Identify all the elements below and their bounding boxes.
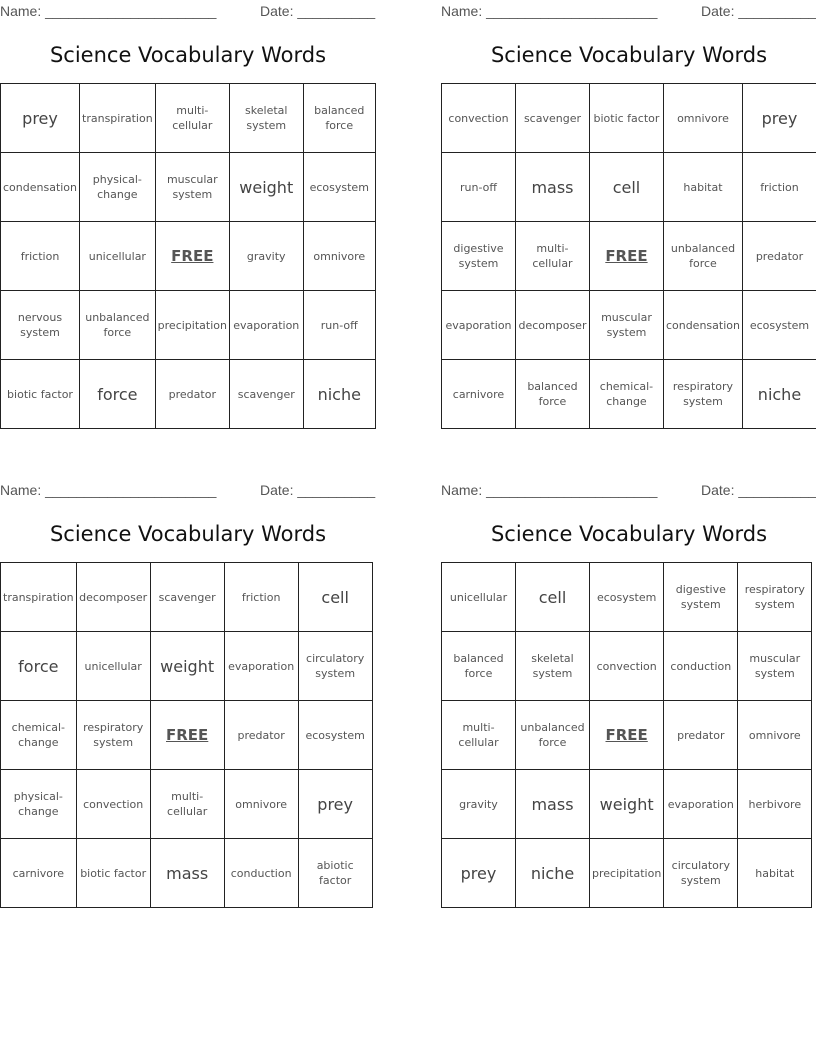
name-field: Name: ______________________ [441, 3, 658, 19]
grid-cell: chemical-change [1, 701, 77, 770]
grid-cell: friction [742, 153, 816, 222]
grid-cell: unicellular [80, 222, 156, 291]
grid-cell: physical-change [80, 153, 156, 222]
bingo-grid [441, 562, 812, 908]
grid-cell: unbalanced force [663, 222, 742, 291]
grid-row [1, 360, 376, 429]
card-header [441, 479, 816, 501]
card-header [0, 0, 376, 22]
grid-cell: precipitation [155, 291, 229, 360]
date-field: Date: __________ [260, 3, 376, 19]
grid-cell: condensation [663, 291, 742, 360]
grid-cell: circulatory system [664, 839, 738, 908]
grid-cell: muscular system [589, 291, 663, 360]
grid-row [442, 563, 812, 632]
grid-cell: predator [155, 360, 229, 429]
grid-cell: habitat [663, 153, 742, 222]
grid-cell: mass [150, 839, 224, 908]
card-title: Science Vocabulary Words [490, 522, 768, 546]
grid-row [1, 839, 373, 908]
grid-cell: mass [515, 153, 589, 222]
grid-cell: mass [516, 770, 590, 839]
grid-cell: carnivore [442, 360, 516, 429]
grid-cell: multi-cellular [515, 222, 589, 291]
card-header [0, 479, 376, 501]
grid-cell: predator [742, 222, 816, 291]
grid-row [442, 632, 812, 701]
grid-cell: convection [442, 84, 516, 153]
grid-cell: chemical-change [589, 360, 663, 429]
date-field: Date: __________ [260, 482, 376, 498]
bingo-grid [441, 83, 816, 429]
date-field: Date: __________ [701, 482, 816, 498]
card-title: Science Vocabulary Words [49, 522, 327, 546]
grid-cell: niche [303, 360, 375, 429]
grid-row [442, 222, 816, 291]
grid-cell: evaporation [224, 632, 298, 701]
bingo-card-4 [441, 479, 816, 887]
grid-cell: niche [742, 360, 816, 429]
grid-cell: prey [298, 770, 372, 839]
bingo-card-1 [0, 0, 376, 404]
bingo-card-3 [0, 479, 376, 887]
grid-cell: force [80, 360, 156, 429]
grid-cell: omnivore [224, 770, 298, 839]
grid-cell: omnivore [663, 84, 742, 153]
grid-cell: ecosystem [298, 701, 372, 770]
bingo-grid [0, 562, 373, 908]
grid-cell: transpiration [1, 563, 77, 632]
grid-cell: weight [150, 632, 224, 701]
free-space-cell: FREE [155, 222, 229, 291]
grid-cell: transpiration [80, 84, 156, 153]
grid-cell: cell [516, 563, 590, 632]
grid-row [442, 360, 816, 429]
grid-cell: scavenger [150, 563, 224, 632]
grid-cell: decomposer [515, 291, 589, 360]
grid-cell: ecosystem [742, 291, 816, 360]
grid-cell: omnivore [303, 222, 375, 291]
grid-cell: evaporation [664, 770, 738, 839]
grid-cell: biotic factor [76, 839, 150, 908]
grid-cell: multi-cellular [150, 770, 224, 839]
grid-cell: evaporation [229, 291, 303, 360]
grid-cell: multi-cellular [155, 84, 229, 153]
grid-cell: gravity [229, 222, 303, 291]
grid-cell: digestive system [664, 563, 738, 632]
grid-cell: circulatory system [298, 632, 372, 701]
card-title: Science Vocabulary Words [490, 43, 768, 67]
grid-row [1, 291, 376, 360]
grid-cell: balanced force [303, 84, 375, 153]
grid-cell: omnivore [738, 701, 812, 770]
grid-cell: unbalanced force [80, 291, 156, 360]
grid-cell: conduction [664, 632, 738, 701]
grid-row [1, 222, 376, 291]
grid-cell: scavenger [229, 360, 303, 429]
grid-cell: run-off [303, 291, 375, 360]
grid-cell: biotic factor [589, 84, 663, 153]
grid-cell: evaporation [442, 291, 516, 360]
grid-row [442, 839, 812, 908]
grid-cell: ecosystem [303, 153, 375, 222]
grid-cell: cell [298, 563, 372, 632]
grid-row [442, 770, 812, 839]
grid-row [442, 153, 816, 222]
grid-cell: scavenger [515, 84, 589, 153]
grid-cell: digestive system [442, 222, 516, 291]
grid-cell: abiotic factor [298, 839, 372, 908]
grid-cell: run-off [442, 153, 516, 222]
grid-cell: habitat [738, 839, 812, 908]
grid-cell: unbalanced force [516, 701, 590, 770]
grid-cell: respiratory system [663, 360, 742, 429]
name-field: Name: ______________________ [0, 3, 217, 19]
grid-cell: weight [590, 770, 664, 839]
grid-cell: physical-change [1, 770, 77, 839]
grid-cell: balanced force [442, 632, 516, 701]
grid-cell: convection [76, 770, 150, 839]
grid-cell: muscular system [738, 632, 812, 701]
grid-row [1, 770, 373, 839]
grid-cell: respiratory system [76, 701, 150, 770]
grid-cell: predator [664, 701, 738, 770]
grid-cell: convection [590, 632, 664, 701]
free-space-cell: FREE [150, 701, 224, 770]
grid-cell: herbivore [738, 770, 812, 839]
grid-row [442, 84, 816, 153]
grid-row [1, 563, 373, 632]
grid-cell: ecosystem [590, 563, 664, 632]
bingo-grid [0, 83, 376, 429]
grid-row [442, 291, 816, 360]
grid-cell: skeletal system [229, 84, 303, 153]
grid-row [1, 84, 376, 153]
grid-cell: biotic factor [1, 360, 80, 429]
grid-cell: multi-cellular [442, 701, 516, 770]
grid-row [1, 701, 373, 770]
grid-cell: conduction [224, 839, 298, 908]
grid-row [1, 153, 376, 222]
grid-cell: friction [224, 563, 298, 632]
card-title: Science Vocabulary Words [49, 43, 327, 67]
grid-cell: nervous system [1, 291, 80, 360]
grid-cell: precipitation [590, 839, 664, 908]
grid-row [442, 701, 812, 770]
grid-cell: skeletal system [516, 632, 590, 701]
grid-cell: respiratory system [738, 563, 812, 632]
grid-cell: friction [1, 222, 80, 291]
grid-row [1, 632, 373, 701]
grid-cell: prey [1, 84, 80, 153]
grid-cell: unicellular [442, 563, 516, 632]
grid-cell: condensation [1, 153, 80, 222]
grid-cell: prey [742, 84, 816, 153]
grid-cell: balanced force [515, 360, 589, 429]
grid-cell: prey [442, 839, 516, 908]
grid-cell: weight [229, 153, 303, 222]
grid-cell: niche [516, 839, 590, 908]
name-field: Name: ______________________ [441, 482, 658, 498]
grid-cell: unicellular [76, 632, 150, 701]
grid-cell: cell [589, 153, 663, 222]
grid-cell: decomposer [76, 563, 150, 632]
free-space-cell: FREE [589, 222, 663, 291]
grid-cell: force [1, 632, 77, 701]
bingo-card-2 [441, 0, 816, 408]
date-field: Date: __________ [701, 3, 816, 19]
free-space-cell: FREE [590, 701, 664, 770]
grid-cell: carnivore [1, 839, 77, 908]
grid-cell: predator [224, 701, 298, 770]
grid-cell: gravity [442, 770, 516, 839]
name-field: Name: ______________________ [0, 482, 217, 498]
grid-cell: muscular system [155, 153, 229, 222]
card-header [441, 0, 816, 22]
